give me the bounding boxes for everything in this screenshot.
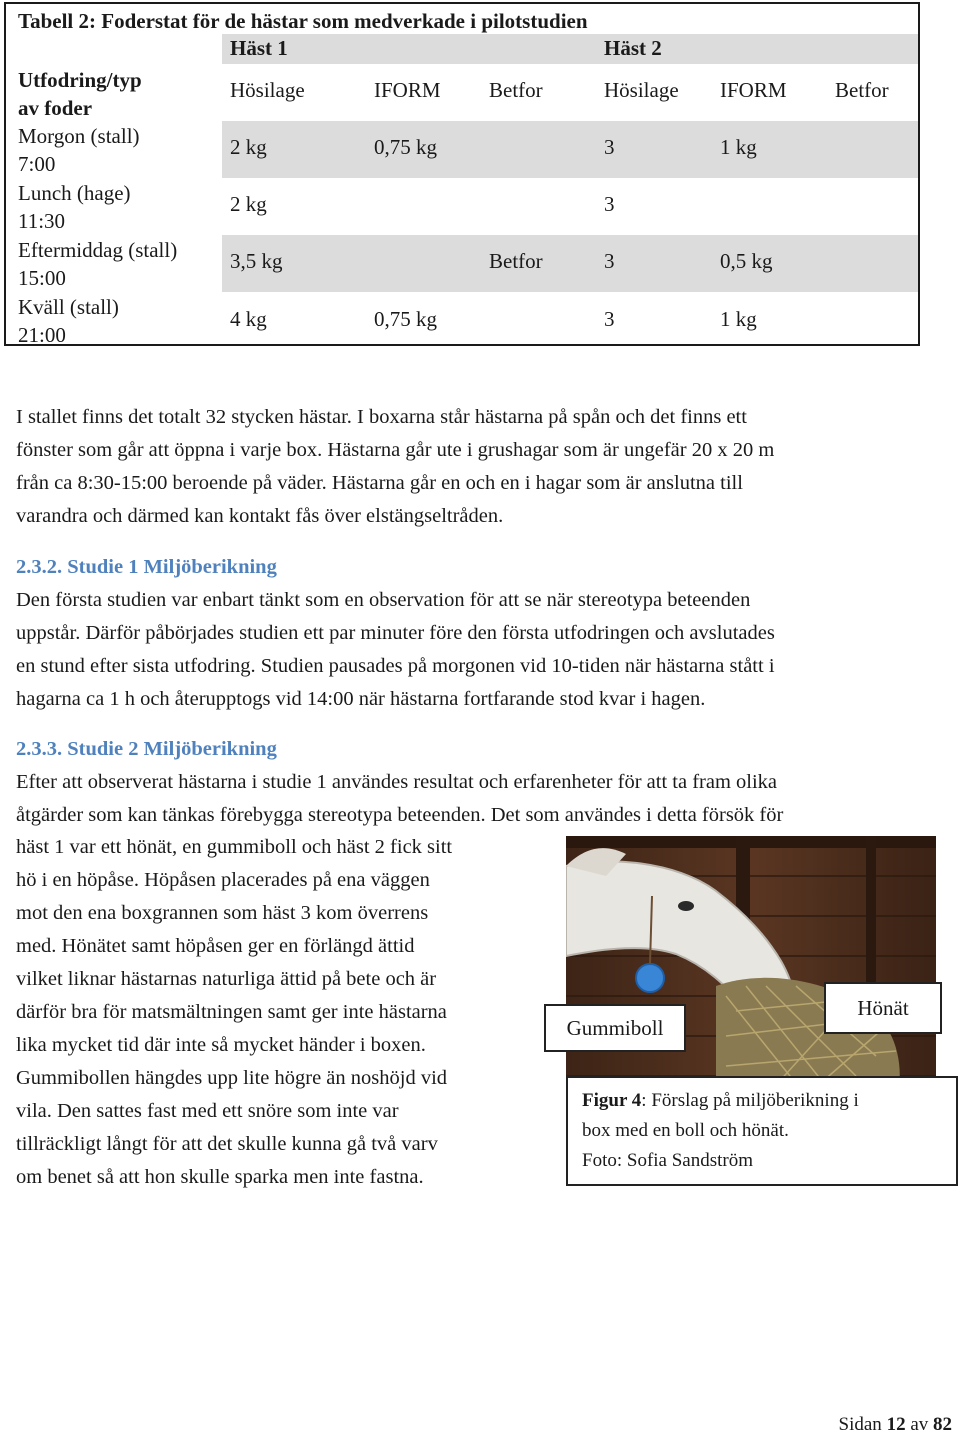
honat-label: Hönät: [824, 982, 942, 1034]
table-cell: 3,5 kg: [230, 249, 283, 273]
table-cell: 2 kg: [230, 135, 267, 159]
table-cell: 3: [604, 135, 615, 159]
row-label-lunch: Lunch (hage) 11:30: [18, 181, 131, 233]
table-caption: Tabell 2: Foderstat för de hästar som medverkade i pilotstudien: [18, 9, 588, 33]
paragraph-study-2-full: Efter att observerat hästarna i studie 1 användes resultat och erfarenheter för att ta fram olika åtgärder som kan tänkas förebygga stereotypa beteenden. Det som användes i detta försök för: [16, 771, 784, 826]
paragraph-study-1: Den första studien var enbart tänkt som en observation för att se när stereotypa beteenden uppstår. Därför påbörjades studien ett par minuter före den första utfodringen och avslutades en stund efter sista utfodring. Studien pausades på morgonen vid 10-tiden när hästarna stått i hagarna ca 1 h och återupptogs vid 14:00 när hästarna fortfarande stod kvar i hagen.: [16, 589, 775, 710]
section-heading-study-1: 2.3.2. Studie 1 Miljöberikning: [16, 556, 277, 578]
table-cell: 3: [604, 192, 615, 216]
section-heading-study-2: 2.3.3. Studie 2 Miljöberikning: [16, 738, 277, 760]
table-cell: 2 kg: [230, 192, 267, 216]
horse-header-band: [222, 34, 918, 64]
horse-eating-hay-illustration: [566, 836, 936, 1104]
table-cell: 3: [604, 249, 615, 273]
row-band-morning: [222, 121, 918, 178]
row-label-afternoon: Eftermiddag (stall) 15:00: [18, 238, 178, 290]
figure-caption: Figur 4: Förslag på miljöberikning i box med en boll och hönät. Foto: Sofia Sandström: [566, 1076, 958, 1186]
col-betfor-1: Betfor: [489, 78, 543, 102]
table-cell: 0,75 kg: [374, 135, 437, 159]
col-betfor-2: Betfor: [835, 78, 889, 102]
col-hosilage-2: Hösilage: [604, 78, 679, 102]
table-cell: 1 kg: [720, 135, 757, 159]
gummiboll-label: Gummiboll: [544, 1004, 686, 1052]
paragraph-study-2-wrapped: häst 1 var ett hönät, en gummiboll och häst 2 fick sitt hö i en höpåse. Höpåsen placerades på ena väggen mot den ena boxgrannen som häst 3 kom överrens med. Hönätet samt höpåsen ger en förlängd ättid vilket liknar hästarnas naturliga ättid på bete och är därför bra för matsmältningen samt ger inte hästarna lika mycket tid där inte så mycket händer i boxen. Gummibollen hängdes upp lite högre än noshöjd vid vila. Den sattes fast med ett snöre som inte var tillräckligt långt för att det skulle kunna gå två varv om benet så att hon skulle sparka men inte fastna.: [16, 836, 453, 1188]
row-label-morning: Morgon (stall) 7:00: [18, 124, 140, 176]
table-cell: 4 kg: [230, 307, 267, 331]
table-cell: Betfor: [489, 249, 543, 273]
paragraph-stable: I stallet finns det totalt 32 stycken hästar. I boxarna står hästarna på spån och det finns ett fönster som går att öppna i varje box. Hästarna går ute i grushagar som är ungefär 20 x 20 m från ca 8:30-15:00 beroende på väder. Hästarna går en och en i hagar som är anslutna till varandra och därmed kan kontakt fås över elstängseltråden.: [16, 406, 775, 527]
horse-1-header: Häst 1: [230, 36, 288, 60]
table-cell: 3: [604, 307, 615, 331]
row-label-evening: Kväll (stall) 21:00: [18, 295, 119, 347]
col-iform-2: IFORM: [720, 78, 787, 102]
table-cell: 1 kg: [720, 307, 757, 331]
horse-photo: [566, 836, 936, 1104]
horse-2-header: Häst 2: [604, 36, 662, 60]
row-band-afternoon: [222, 235, 918, 292]
figure-caption-number: Figur 4: [582, 1090, 642, 1111]
col-hosilage-1: Hösilage: [230, 78, 305, 102]
feed-table: [4, 2, 920, 346]
col-iform-1: IFORM: [374, 78, 441, 102]
table-cell: 0,5 kg: [720, 249, 773, 273]
table-cell: 0,75 kg: [374, 307, 437, 331]
page-number: Sidan 12 av 82: [838, 1414, 952, 1435]
row-header-label: Utfodring/typ av foder: [18, 68, 142, 120]
